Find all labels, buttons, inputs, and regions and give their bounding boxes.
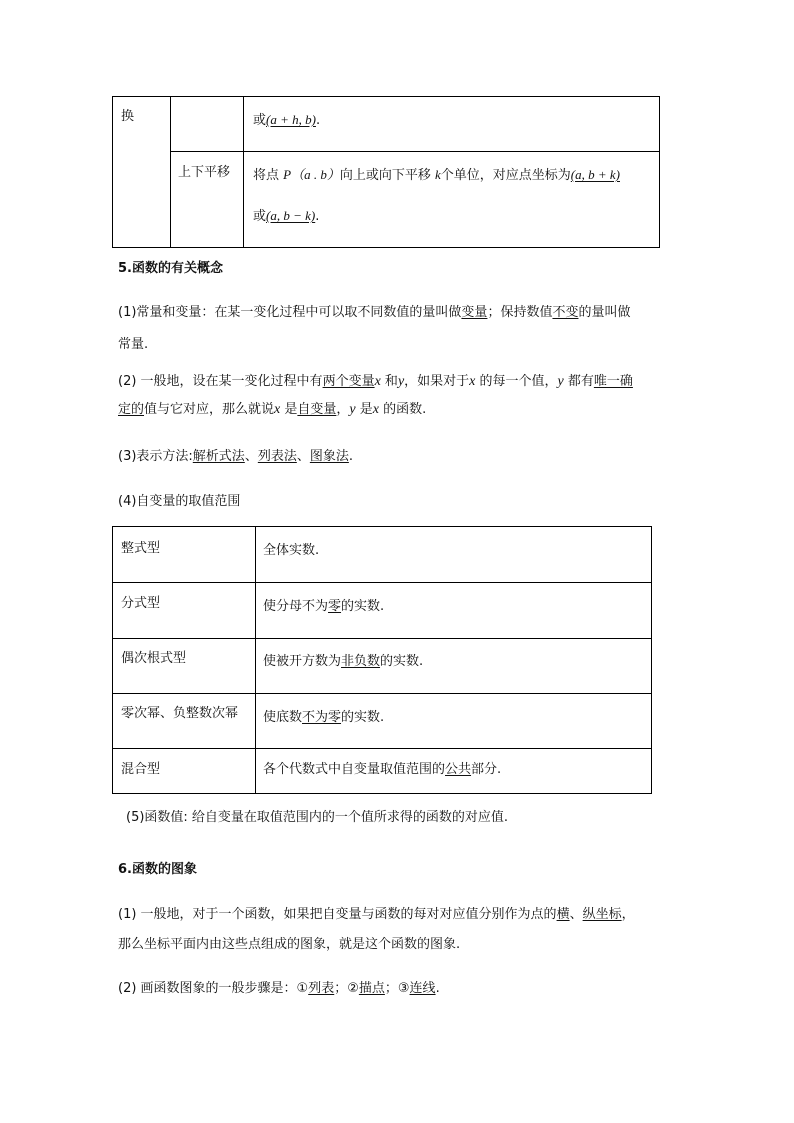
row1-text: 或(a + h, b). [253,112,321,128]
table-row-type: 整式型 [121,541,161,556]
table-row-type: 偶次根式型 [121,651,187,666]
table-divider [170,151,659,152]
table-row-type: 分式型 [121,596,161,611]
table-row-desc: 各个代数式中自变量取值范围的公共部分. [263,762,502,777]
table-row-desc: 使分母不为零的实数. [263,599,385,614]
section6-title: 6.函数的图象 [118,862,197,877]
transform-table [112,96,660,248]
table-row-desc: 使底数不为零的实数. [263,710,385,725]
section5-p2: (2) 一般地，设在某一变化过程中有两个变量x 和y，如果对于x 的每一个值，y 都有唯一确 [118,374,633,389]
section5-title: 5.函数的有关概念 [118,261,223,276]
section5-p3: (3)表示方法:解析式法、列表法、图象法. [118,449,354,464]
table-divider [113,582,651,583]
table-row-desc: 使被开方数为非负数的实数. [263,654,424,669]
section5-p2-cont: 定的值与它对应，那么就说x 是自变量，y 是x 的函数. [118,402,427,417]
row2-text-2: 或(a, b − k). [253,208,320,224]
row-label-left: 换 [121,109,135,124]
table-divider [113,638,651,639]
section5-p1: (1)常量和变量：在某一变化过程中可以取不同数值的量叫做变量；保持数值不变的量叫做 [118,305,631,320]
table-row-type: 零次幂、负整数次幂 [121,706,239,721]
section6-p1-cont: 那么坐标平面内由这些点组成的图象，就是这个函数的图象. [118,937,461,952]
table-divider [113,693,651,694]
row2-text: 将点 P（a . b）向上或向下平移 k个单位，对应点坐标为(a, b + k) [253,167,620,183]
table-row-desc: 全体实数. [263,543,320,558]
table-divider [255,527,256,793]
table-divider [170,97,171,247]
row2-coord2: (a, b − k) [266,208,316,223]
row1-coord: (a + h, b) [266,112,316,127]
row2-coord1: (a, b + k) [570,167,620,182]
section5-p1-cont: 常量. [118,337,149,352]
range-table [112,526,652,794]
section5-p5: (5)函数值: 给自变量在取值范围内的一个值所求得的函数的对应值. [126,810,509,825]
table-divider [113,748,651,749]
table-divider [243,97,244,247]
section6-p1: (1) 一般地，对于一个函数，如果把自变量与函数的每对对应值分别作为点的横、纵坐标， [118,907,635,922]
table-row-type: 混合型 [121,762,161,777]
row2-label: 上下平移 [178,165,231,180]
section6-p2: (2) 画函数图象的一般步骤是：①列表；②描点；③连线. [118,981,440,996]
section5-p4: (4)自变量的取值范围 [118,494,241,509]
